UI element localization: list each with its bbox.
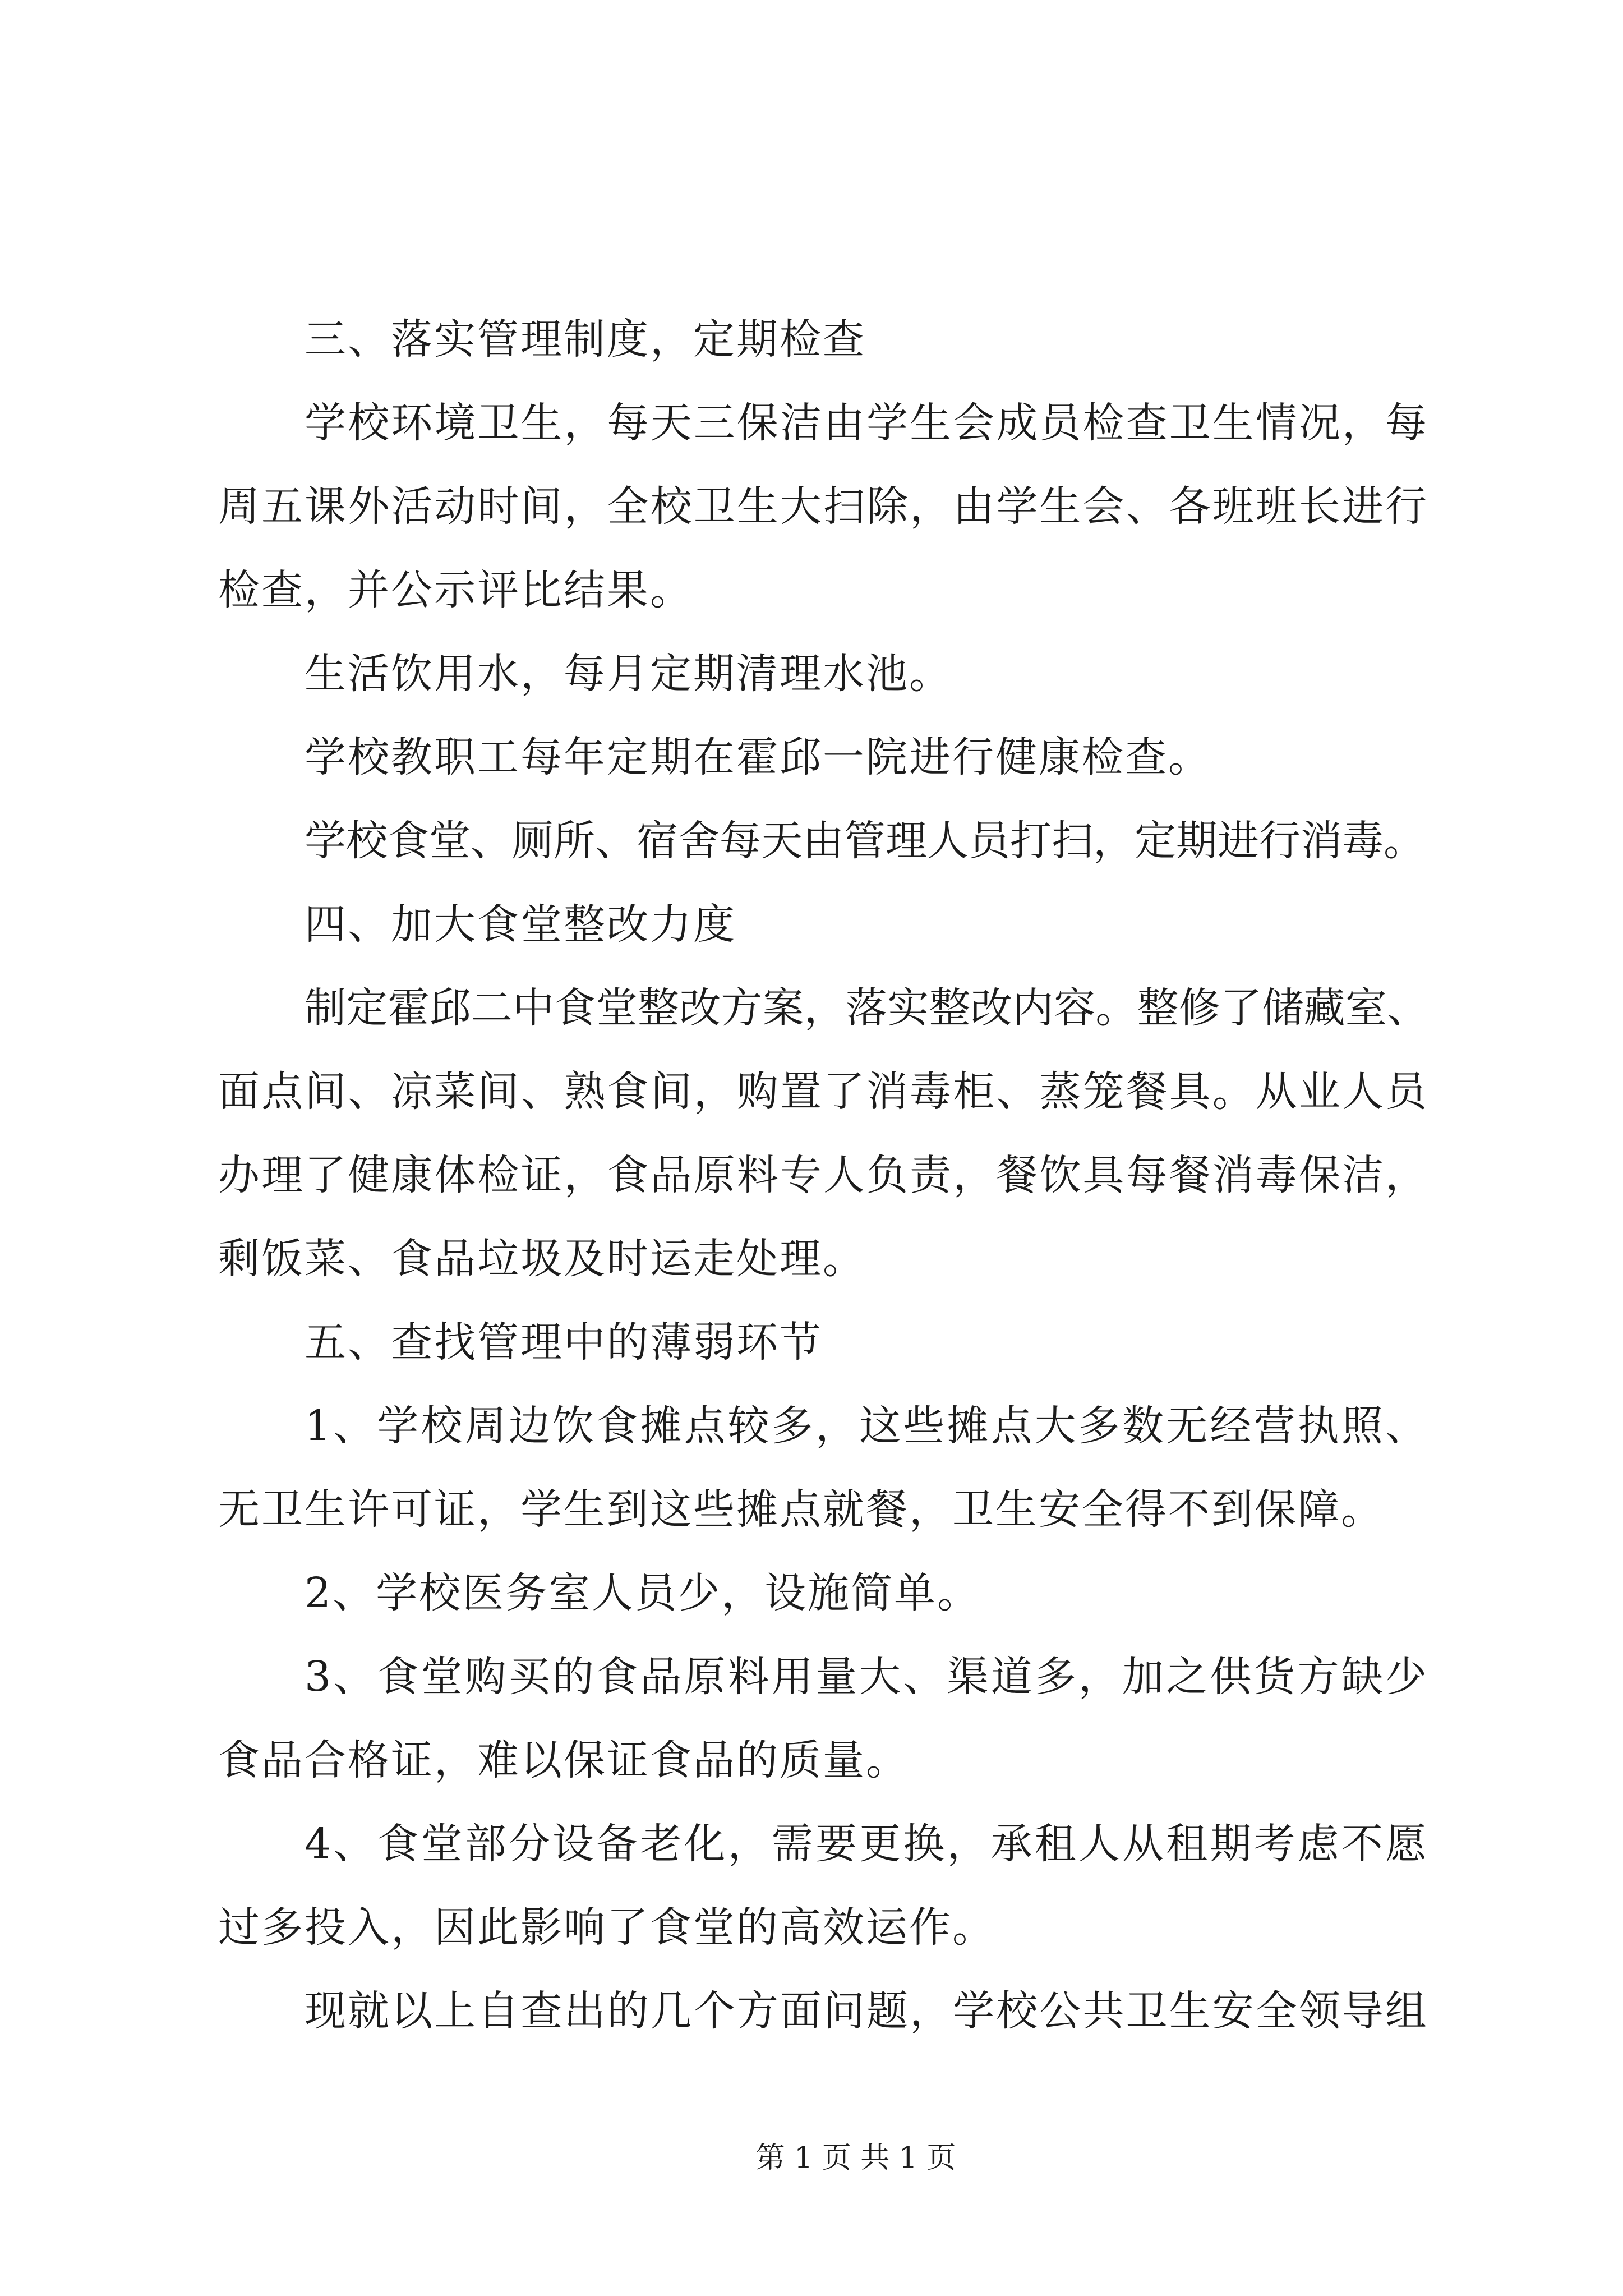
paragraph-line: 学校食堂、厕所、宿舍每天由管理人员打扫，定期进行消毒。 (305, 817, 1425, 865)
paragraph-line: 周五课外活动时间，全校卫生大扫除，由学生会、各班班长进行 (218, 482, 1428, 531)
list-item (218, 1384, 1428, 1552)
paragraph-line: 学校环境卫生，每天三保洁由学生会成员检查卫生情况，每 (305, 399, 1428, 447)
section-heading-text: 四、加大食堂整改力度 (305, 900, 736, 949)
paragraph-line: 生活饮用水，每月定期清理水池。 (305, 650, 952, 698)
document-body (218, 298, 1428, 2053)
paragraph-line: 食品合格证，难以保证食品的质量。 (218, 1736, 909, 1784)
list-item (218, 1802, 1428, 1970)
paragraph-line: 3、食堂购买的食品原料用量大、渠道多，加之供货方缺少 (305, 1653, 1428, 1701)
paragraph (218, 799, 1428, 883)
paragraph-line: 4、食堂部分设备老化，需要更换，承租人从租期考虑不愿 (305, 1820, 1428, 1868)
paragraph-line: 现就以上自查出的几个方面问题，学校公共卫生安全领导组 (305, 1987, 1428, 2035)
paragraph-line: 制定霍邱二中食堂整改方案，落实整改内容。整修了储藏室、 (305, 984, 1428, 1032)
paragraph-line: 1、学校周边饮食摊点较多，这些摊点大多数无经营执照、 (305, 1402, 1428, 1450)
paragraph-line: 2、学校医务室人员少，设施简单。 (305, 1569, 981, 1617)
paragraph (218, 632, 1428, 716)
page-number-footer: 第 1 页 共 1 页 (755, 2141, 956, 2175)
paragraph (218, 1970, 1428, 2053)
list-item (218, 1552, 1428, 1635)
paragraph-line: 无卫生许可证，学生到这些摊点就餐，卫生安全得不到保障。 (218, 1485, 1384, 1534)
paragraph-line: 面点间、凉菜间、熟食间，购置了消毒柜、蒸笼餐具。从业人员 (218, 1068, 1428, 1116)
paragraph (218, 381, 1428, 632)
paragraph-line: 学校教职工每年定期在霍邱一院进行健康检查。 (305, 733, 1211, 781)
paragraph (218, 716, 1428, 799)
paragraph (218, 967, 1428, 1301)
paragraph-line: 检查，并公示评比结果。 (218, 566, 693, 614)
paragraph-line: 剩饭菜、食品垃圾及时运走处理。 (218, 1235, 866, 1283)
section-heading (218, 1301, 1428, 1384)
section-heading (218, 298, 1428, 381)
section-heading-text: 五、查找管理中的薄弱环节 (305, 1318, 823, 1366)
section-heading (218, 883, 1428, 967)
paragraph-line: 办理了健康体检证，食品原料专人负责，餐饮具每餐消毒保洁， (218, 1151, 1428, 1199)
paragraph-line: 过多投入，因此影响了食堂的高效运作。 (218, 1903, 995, 1952)
section-heading-text: 三、落实管理制度，定期检查 (305, 315, 866, 364)
list-item (218, 1635, 1428, 1802)
